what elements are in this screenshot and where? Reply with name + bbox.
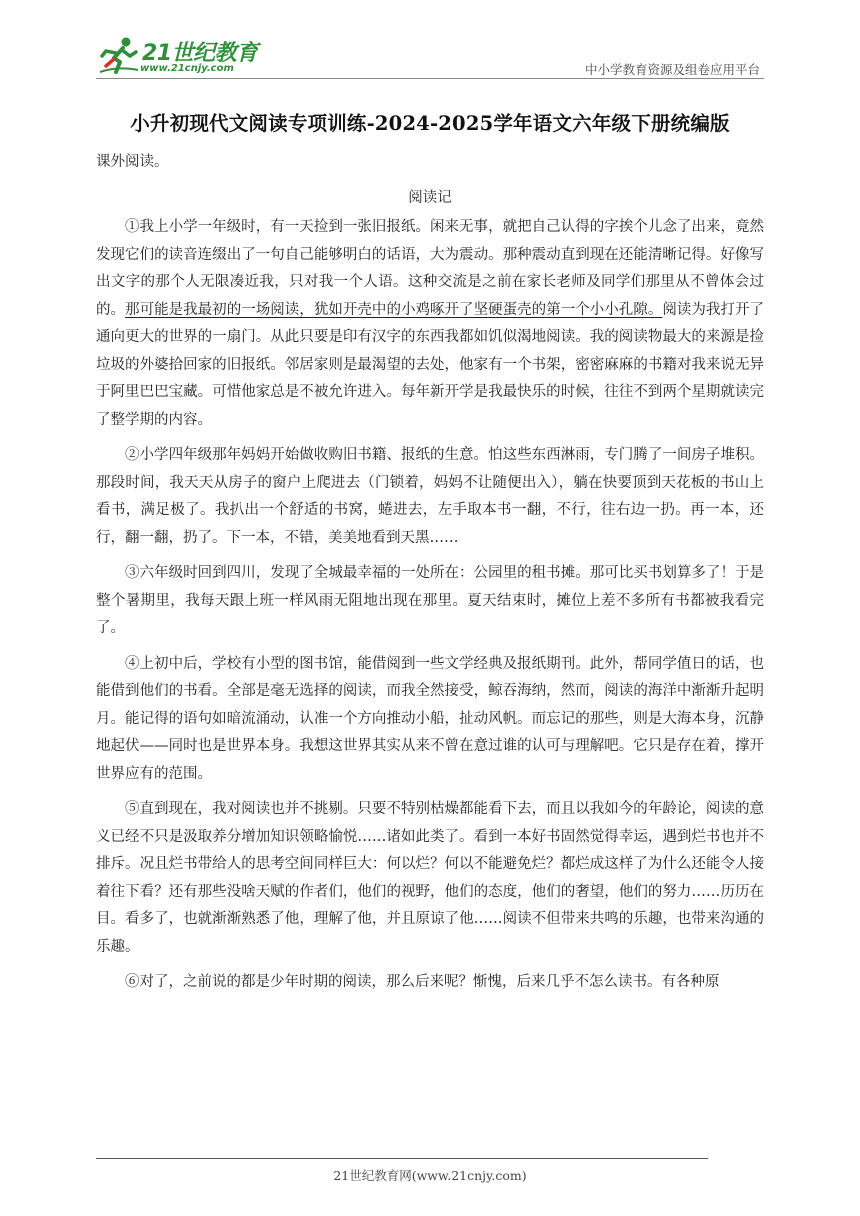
footer-divider bbox=[96, 1158, 708, 1159]
paragraph-6: ⑥对了，之前说的都是少年时期的阅读，那么后来呢？惭愧，后来几乎不怎么读书。有各种原 bbox=[125, 974, 720, 990]
section-intro: 课外阅读。 bbox=[96, 154, 169, 170]
page-footer: 21世纪教育网(www.21cnjy.com) bbox=[333, 1168, 527, 1183]
paragraph-1-end: 阅读为我打开了通向更大的世界的一扇门。从此只要是印有汉字的东西我都如饥似渴地阅读。我的阅读物最大的来源是捡垃圾的外婆拾回家的旧报纸。邻居家则是最渴望的去处，他家有一个书架，密密麻麻的书籍对我来说无异于阿里巴巴宝藏。可惜他家总是不被允许进入。每年新开学是我最快乐的时候，往往不到两个星期就读完了整学期的内容。 bbox=[96, 301, 765, 428]
logo-url-text: www.21cnjy.com bbox=[140, 63, 234, 74]
paragraph-1 bbox=[96, 214, 764, 434]
paragraph-1-start: ①我上小学一年级时，有一天捡到一张旧报纸。闲来无事，就把自己认得的字挨个儿念了出来，竟然发现它们的读音连缀出了一句自己能够明白的话语，大为震动。那种震动直到现在还能清晰记得。好像写出文字的那个人无限凑近我，只对我一个人语。这种交流是之前在家长老师及同学们那里从不曾体会过的。 bbox=[96, 219, 764, 318]
logo-brand-text: 21世纪教育 bbox=[142, 41, 258, 66]
document-title: 小升初现代文阅读专项训练-2024-2025学年语文六年级下册统编版 bbox=[130, 112, 730, 135]
essay-title: 阅读记 bbox=[408, 190, 452, 206]
underlined-sentence: 那可能是我最初的一场阅读，犹如开壳中的小鸡啄开了坚硬蛋壳的第一个小小孔隙。 bbox=[125, 301, 663, 318]
header-divider bbox=[96, 78, 764, 79]
runner-logo-icon bbox=[96, 36, 142, 76]
page-header bbox=[96, 30, 764, 80]
essay-body bbox=[96, 214, 764, 1005]
paragraph-2: ②小学四年级那年妈妈开始做收购旧书籍、报纸的生意。怕这些东西淋雨，专门腾了一间房子堆积。那段时间，我天天从房子的窗户上爬进去（门锁着，妈妈不让随便出入），躺在快要顶到天花板的书山上看书，满足极了。我扒出一个舒适的书窝，蜷进去，左手取本书一翻，不行，往右边一扔。再一本，还行，翻一翻，扔了。下一本，不错，美美地看到天黑…… bbox=[96, 447, 764, 546]
site-logo bbox=[96, 34, 266, 78]
paragraph-4: ④上初中后，学校有小型的图书馆，能借阅到一些文学经典及报纸期刊。此外，帮同学值日的话，也能借到他们的书看。全部是毫无选择的阅读，而我全然接受，鲸吞海纳，然而，阅读的海洋中渐渐升起明月。能记得的语句如暗流涌动，认准一个方向推动小船，扯动风帆。而忘记的那些，则是大海本身，沉静地起伏——同时也是世界本身。我想这世界其实从来不曾在意过谁的认可与理解吧。它只是存在着，撑开世界应有的范围。 bbox=[96, 655, 764, 782]
paragraph-3: ③六年级时回到四川，发现了全城最幸福的一处所在：公园里的租书摊。那可比买书划算多了！于是整个暑期里，我每天跟上班一样风雨无阻地出现在那里。夏天结束时，摊位上差不多所有书都被我看完了。 bbox=[96, 565, 764, 636]
platform-label: 中小学教育资源及组卷应用平台 bbox=[584, 62, 760, 77]
paragraph-5: ⑤直到现在，我对阅读也并不挑剔。只要不特别枯燥都能看下去，而且以我如今的年龄论，阅读的意义已经不只是汲取养分增加知识领略愉悦……诸如此类了。看到一本好书固然觉得幸运，遇到烂书也并不排斥。况且烂书带给人的思考空间同样巨大：何以烂？何以不能避免烂？都烂成这样了为什么还能令人接着往下看？还有那些没啥天赋的作者们，他们的视野，他们的态度，他们的奢望，他们的努力……历历在目。看多了，也就渐渐熟悉了他，理解了他，并且原谅了他……阅读不但带来共鸣的乐趣，也带来沟通的乐趣。 bbox=[96, 801, 764, 955]
